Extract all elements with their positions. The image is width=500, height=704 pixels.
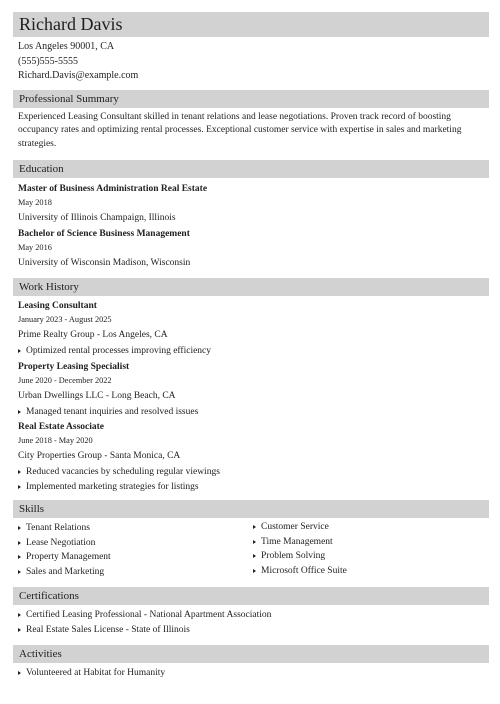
skill-item: Microsoft Office Suite xyxy=(253,565,483,580)
degree-date: May 2018 xyxy=(18,198,52,207)
school-name: University of Illinois Champaign, Illinois xyxy=(18,213,176,223)
job-dates: June 2018 - May 2020 xyxy=(18,436,93,445)
job-bullet: Optimized rental processes improving efficiency xyxy=(18,345,486,358)
section-title-summary: Professional Summary xyxy=(19,93,119,105)
section-header-education xyxy=(13,160,489,178)
job-entry xyxy=(18,300,486,358)
contact-phone: (555)555-5555 xyxy=(18,55,78,67)
job-entry xyxy=(18,421,486,494)
section-header-summary xyxy=(13,90,489,108)
section-title-certifications: Certifications xyxy=(19,590,79,602)
certification-item: Real Estate Sales License - State of Illinois xyxy=(18,624,486,637)
job-title: Leasing Consultant xyxy=(18,301,97,311)
education-entry xyxy=(18,228,486,270)
contact-email: Richard.Davis@example.com xyxy=(18,70,139,81)
job-company: City Properties Group - Santa Monica, CA xyxy=(18,451,181,461)
school-name: University of Wisconsin Madison, Wisconsin xyxy=(18,258,191,268)
section-header-activities xyxy=(13,645,489,663)
skill-item: Problem Solving xyxy=(253,550,483,565)
job-bullet: Reduced vacancies by scheduling regular viewings xyxy=(18,466,486,479)
degree-title: Master of Business Administration Real Estate xyxy=(18,184,208,194)
contact-info xyxy=(18,40,138,84)
skill-item: Time Management xyxy=(253,536,483,551)
job-bullet: Implemented marketing strategies for listings xyxy=(18,481,486,494)
section-title-skills: Skills xyxy=(19,503,45,515)
job-company: Prime Realty Group - Los Angeles, CA xyxy=(18,330,168,340)
candidate-name: Richard Davis xyxy=(19,14,123,34)
job-dates: June 2020 - December 2022 xyxy=(18,376,112,385)
certification-item: Certified Leasing Professional - National Apartment Association xyxy=(18,609,486,622)
skill-item: Property Management xyxy=(18,551,248,566)
contact-location: Los Angeles 90001, CA xyxy=(18,41,115,52)
job-bullet: Managed tenant inquiries and resolved issues xyxy=(18,406,486,419)
name-header xyxy=(13,12,489,37)
skill-item: Sales and Marketing xyxy=(18,566,248,581)
section-title-activities: Activities xyxy=(19,648,62,660)
section-header-work xyxy=(13,278,489,296)
education-entry xyxy=(18,183,486,225)
section-header-skills xyxy=(13,500,489,518)
section-header-certifications xyxy=(13,587,489,605)
degree-title: Bachelor of Science Business Management xyxy=(18,229,190,239)
job-company: Urban Dwellings LLC - Long Beach, CA xyxy=(18,391,176,401)
section-title-education: Education xyxy=(19,163,64,175)
section-title-work: Work History xyxy=(19,281,79,293)
job-title: Property Leasing Specialist xyxy=(18,362,130,372)
job-dates: January 2023 - August 2025 xyxy=(18,315,112,324)
certifications-list xyxy=(18,609,486,637)
skill-item: Customer Service xyxy=(253,521,483,536)
summary-text: Experienced Leasing Consultant skilled in tenant relations and lease negotiations. Proven track record of boosting occupancy rates and optimizing rental processes. Exceptional customer service with expertise in sales and marketing strategies. xyxy=(18,112,462,149)
skills-column-left xyxy=(18,522,248,580)
degree-date: May 2016 xyxy=(18,243,52,252)
skill-item: Tenant Relations xyxy=(18,522,248,537)
job-title: Real Estate Associate xyxy=(18,422,105,432)
activities-list xyxy=(18,667,486,680)
activity-item: Volunteered at Habitat for Humanity xyxy=(18,667,486,680)
skill-item: Lease Negotiation xyxy=(18,537,248,552)
skills-column-right xyxy=(253,521,483,579)
job-entry xyxy=(18,361,486,419)
